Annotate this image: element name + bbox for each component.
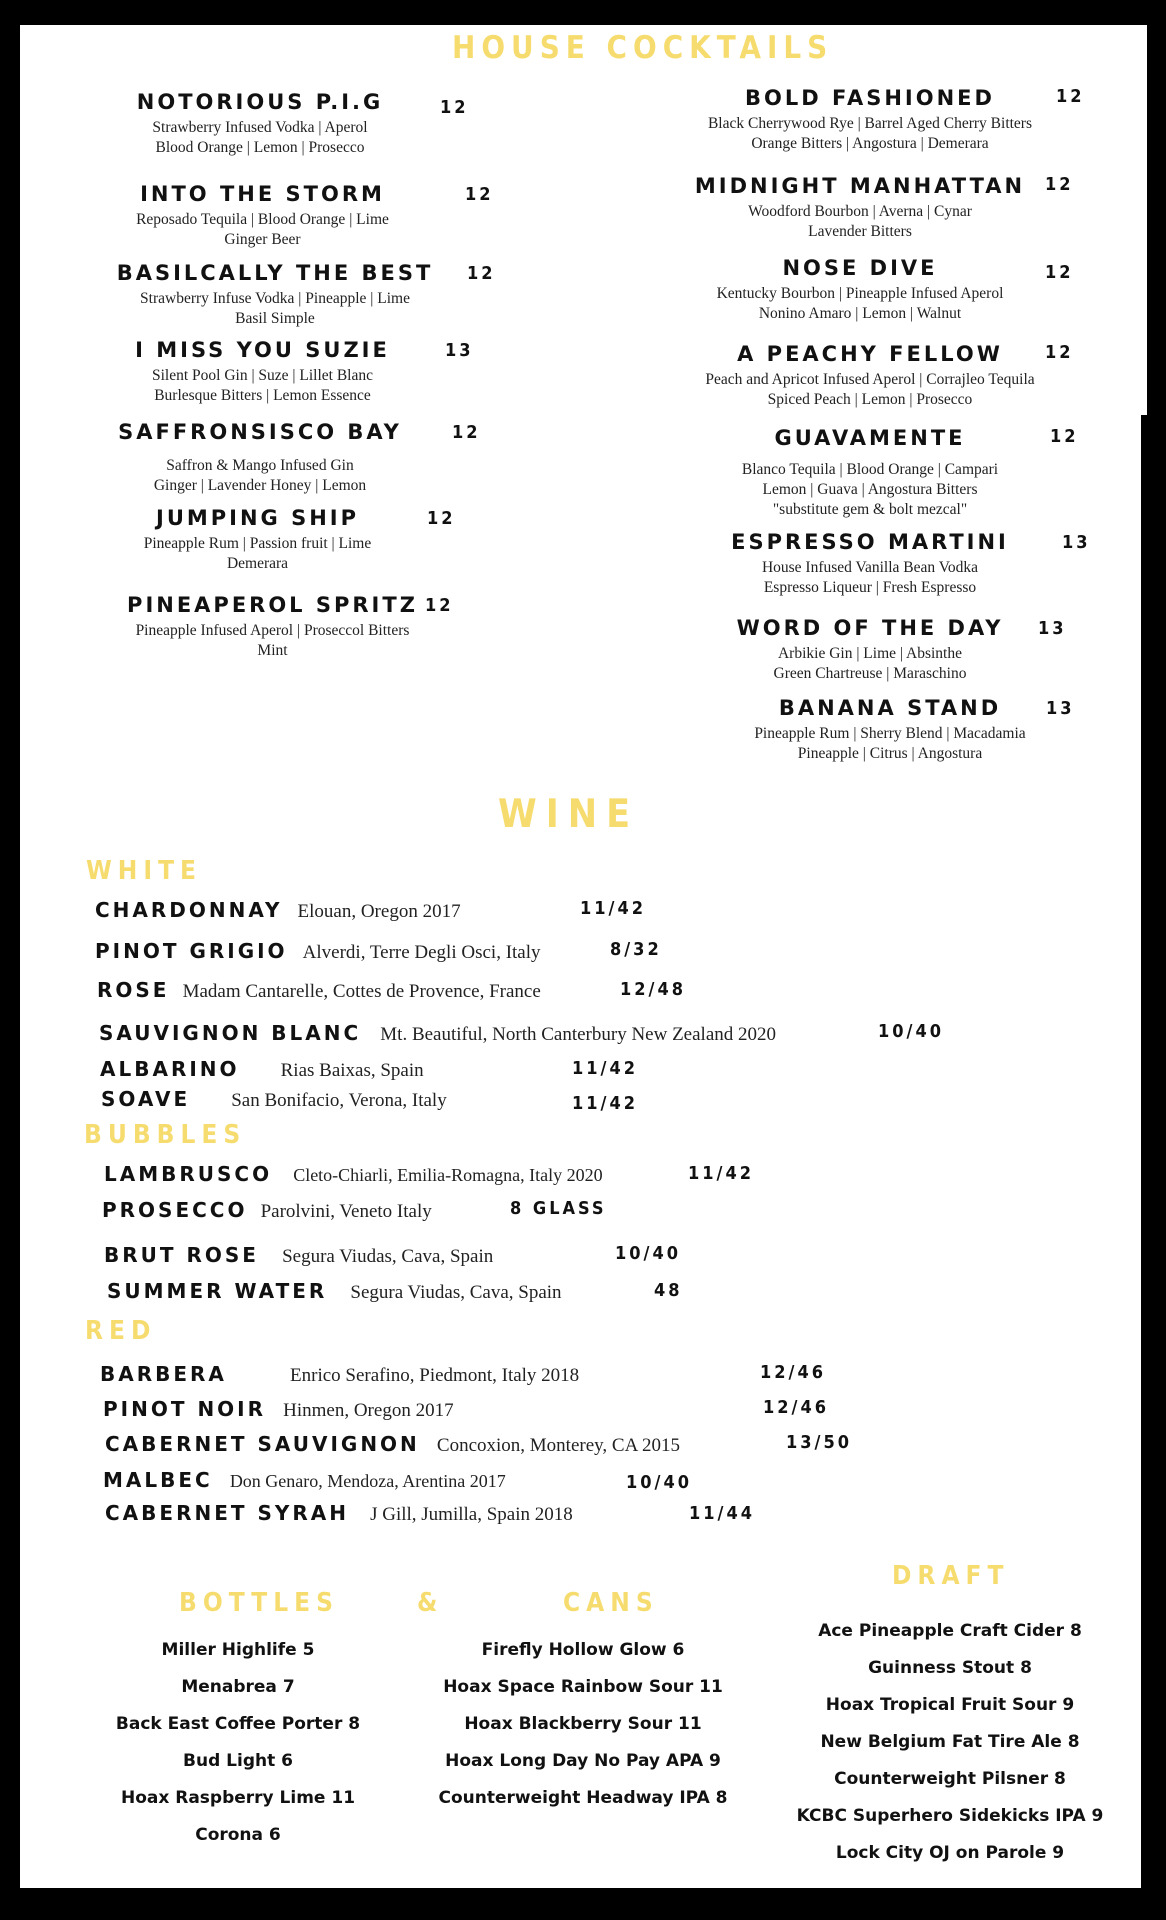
wine-desc: Segura Viudas, Cava, Spain: [350, 1282, 562, 1303]
wine-name: SOAVE: [101, 1087, 191, 1111]
wine-desc: J Gill, Jumilla, Spain 2018: [370, 1504, 573, 1525]
cocktail-desc: Lavender Bitters: [808, 223, 912, 240]
cocktail-item: [100, 593, 445, 661]
list-item: Guinness Stout 8: [868, 1658, 1032, 1678]
wine-name: SAUVIGNON BLANC: [99, 1021, 362, 1045]
cocktail-item: [660, 616, 1080, 684]
cocktail-desc: Saffron & Mango Infused Gin: [166, 457, 354, 474]
wine-desc: Cleto-Chiarli, Emilia-Romagna, Italy 2020: [293, 1165, 603, 1185]
cocktail-desc: Blanco Tequila | Blood Orange | Campari: [741, 461, 999, 478]
cocktail-name: GUAVAMENTE: [774, 426, 966, 450]
wine-name: ALBARINO: [100, 1057, 240, 1081]
wine-price: 12/48: [620, 979, 686, 1000]
cocktail-price: 12: [1056, 86, 1085, 107]
cans-list: [418, 1632, 748, 1817]
list-item: Corona 6: [195, 1825, 281, 1845]
wine-price: 12/46: [763, 1397, 829, 1418]
wine-desc: Enrico Serafino, Piedmont, Italy 2018: [290, 1365, 580, 1386]
cocktail-desc: Pineapple Rum | Sherry Blend | Macadamia: [754, 725, 1026, 742]
cocktail-item: [660, 530, 1080, 598]
cocktail-desc: Lemon | Guava | Angostura Bitters: [762, 481, 978, 498]
wine-row: [95, 898, 461, 923]
wine-name: BRUT ROSE: [104, 1243, 259, 1267]
cocktail-name: BASILCALLY THE BEST: [116, 261, 434, 285]
cocktail-desc: Ginger Beer: [224, 231, 301, 248]
cocktail-price: 13: [445, 340, 474, 361]
wine-desc: Mt. Beautiful, North Canterbury New Zealand 2020: [380, 1024, 776, 1045]
bottles-title: BOTTLES: [179, 1588, 339, 1618]
cocktail-price: 12: [1050, 426, 1079, 447]
wine-price: 13/50: [786, 1432, 852, 1453]
red-title: RED: [85, 1316, 157, 1346]
wine-price: 8 GLASS: [510, 1198, 607, 1219]
cocktail-name: BANANA STAND: [778, 696, 1002, 720]
wine-name: CABERNET SYRAH: [105, 1501, 349, 1525]
cocktail-desc: Reposado Tequila | Blood Orange | Lime: [136, 211, 389, 228]
wine-price: 10/40: [626, 1472, 692, 1493]
cocktail-item: [100, 90, 420, 158]
wine-price: 11/42: [572, 1058, 638, 1079]
cocktail-price: 13: [1038, 618, 1067, 639]
white-title: WHITE: [86, 856, 203, 886]
cocktail-name: NOTORIOUS P.I.G: [136, 90, 384, 114]
wine-name: SUMMER WATER: [107, 1279, 328, 1303]
wine-name: CHARDONNAY: [95, 898, 283, 922]
cocktail-name: INTO THE STORM: [140, 182, 385, 206]
wine-name: MALBEC: [103, 1468, 213, 1492]
wine-title: WINE: [498, 792, 640, 837]
wine-price: 8/32: [610, 939, 662, 960]
cocktail-item: [100, 261, 450, 329]
wine-price: 10/40: [615, 1243, 681, 1264]
cocktail-price: 13: [1046, 698, 1075, 719]
list-item: Firefly Hollow Glow 6: [481, 1640, 685, 1660]
cocktail-item: [660, 174, 1060, 242]
wine-name: PINOT NOIR: [103, 1397, 267, 1421]
cocktail-desc: Silent Pool Gin | Suze | Lillet Blanc: [151, 367, 374, 384]
wine-desc: Concoxion, Monterey, CA 2015: [436, 1435, 681, 1456]
bottles-list: [98, 1632, 378, 1854]
wine-row: [103, 1397, 454, 1422]
cocktail-price: 12: [1045, 342, 1074, 363]
cocktail-desc: Black Cherrywood Rye | Barrel Aged Cherry Bitters: [707, 115, 1033, 132]
wine-name: LAMBRUSCO: [104, 1162, 273, 1186]
cocktail-item: [100, 506, 415, 574]
cocktail-desc: Basil Simple: [235, 310, 315, 327]
cocktail-item: [100, 182, 425, 250]
wine-desc: Elouan, Oregon 2017: [297, 901, 461, 922]
list-item: Back East Coffee Porter 8: [115, 1714, 361, 1734]
cocktails-title: HOUSE COCKTAILS: [452, 30, 834, 66]
cocktail-name: ESPRESSO MARTINI: [731, 530, 1009, 554]
list-item: Ace Pineapple Craft Cider 8: [818, 1621, 1082, 1641]
cocktail-desc: Blood Orange | Lemon | Prosecco: [155, 139, 365, 156]
list-item: Bud Light 6: [183, 1751, 293, 1771]
cocktail-desc: Kentucky Bourbon | Pineapple Infused Aperol: [716, 285, 1004, 302]
cocktail-desc: Nonino Amaro | Lemon | Walnut: [758, 305, 962, 322]
cocktail-item: [660, 426, 1080, 520]
cocktail-desc: Pineapple | Citrus | Angostura: [797, 745, 983, 762]
list-item: New Belgium Fat Tire Ale 8: [820, 1732, 1080, 1752]
cocktail-price: 12: [1045, 174, 1074, 195]
wine-row: [107, 1279, 562, 1304]
list-item: Lock City OJ on Parole 9: [835, 1843, 1065, 1863]
list-item: Hoax Raspberry Lime 11: [120, 1788, 356, 1808]
wine-price: 11/42: [688, 1163, 754, 1184]
cocktail-name: I MISS YOU SUZIE: [135, 338, 390, 362]
cocktail-desc: Strawberry Infuse Vodka | Pineapple | Lime: [140, 290, 410, 307]
cocktail-price: 12: [440, 97, 469, 118]
cocktail-item: [100, 420, 420, 496]
wine-desc: Hinmen, Oregon 2017: [283, 1400, 454, 1421]
cocktail-desc: Peach and Apricot Infused Aperol | Corrajleo Tequila: [705, 371, 1035, 388]
wine-price: 11/44: [689, 1503, 755, 1524]
wine-row: [103, 1468, 506, 1492]
cocktail-name: MIDNIGHT MANHATTAN: [694, 174, 1026, 198]
draft-list: [775, 1613, 1125, 1872]
wine-price: 10/40: [878, 1021, 944, 1042]
cocktail-desc: Demerara: [226, 555, 289, 572]
list-item: Hoax Long Day No Pay APA 9: [445, 1751, 721, 1771]
wine-row: [95, 939, 541, 964]
cocktail-desc: Mint: [257, 642, 288, 659]
cocktail-name: PINEAPEROL SPRITZ: [127, 593, 418, 617]
bubbles-title: BUBBLES: [84, 1120, 247, 1150]
wine-name: PINOT GRIGIO: [95, 939, 288, 963]
list-item: KCBC Superhero Sidekicks IPA 9: [796, 1806, 1104, 1826]
page-edge: [1141, 25, 1147, 415]
cocktail-desc: Pineapple Rum | Passion fruit | Lime: [143, 535, 372, 552]
cocktail-price: 12: [465, 184, 494, 205]
wine-row: [102, 1198, 432, 1223]
draft-title: DRAFT: [892, 1561, 1010, 1591]
cocktail-desc: Strawberry Infused Vodka | Aperol: [152, 119, 368, 136]
list-item: Hoax Blackberry Sour 11: [464, 1714, 702, 1734]
cocktail-desc: Espresso Liqueur | Fresh Espresso: [763, 579, 977, 596]
wine-row: [101, 1087, 447, 1112]
wine-name: BARBERA: [100, 1362, 227, 1386]
cocktail-desc: Arbikie Gin | Lime | Absinthe: [777, 645, 962, 662]
wine-row: [100, 1057, 424, 1082]
wine-desc: Don Genaro, Mendoza, Arentina 2017: [229, 1471, 506, 1491]
cocktail-desc: Green Chartreuse | Maraschino: [773, 665, 967, 682]
cocktail-price: 12: [425, 595, 454, 616]
cocktail-desc: House Infused Vanilla Bean Vodka: [761, 559, 979, 576]
wine-row: [104, 1243, 493, 1268]
cocktail-desc: Spiced Peach | Lemon | Prosecco: [767, 391, 973, 408]
list-item: Counterweight Headway IPA 8: [438, 1788, 728, 1808]
wine-name: PROSECCO: [102, 1198, 248, 1222]
cocktail-item: [660, 86, 1080, 154]
cocktail-desc: Burlesque Bitters | Lemon Essence: [154, 387, 371, 404]
wine-price: 11/42: [580, 898, 646, 919]
cocktail-price: 12: [452, 422, 481, 443]
wine-price: 48: [654, 1280, 683, 1301]
cocktail-name: A PEACHY FELLOW: [737, 342, 1003, 366]
wine-desc: Alverdi, Terre Degli Osci, Italy: [302, 942, 541, 963]
wine-row: [100, 1362, 579, 1387]
cocktail-desc: Pineapple Infused Aperol | Proseccol Bitters: [135, 622, 410, 639]
cocktail-price: 12: [1045, 262, 1074, 283]
wine-name: ROSE: [97, 978, 170, 1002]
cocktail-name: WORD OF THE DAY: [736, 616, 1004, 640]
wine-price: 12/46: [760, 1362, 826, 1383]
cocktail-desc: Ginger | Lavender Honey | Lemon: [153, 477, 367, 494]
wine-row: [104, 1162, 603, 1186]
ampersand: &: [417, 1588, 444, 1618]
wine-row: [97, 978, 541, 1003]
cocktail-name: JUMPING SHIP: [156, 506, 359, 530]
cocktail-item: [100, 338, 425, 406]
wine-row: [105, 1432, 680, 1457]
wine-row: [105, 1501, 573, 1526]
wine-desc: Segura Viudas, Cava, Spain: [282, 1246, 494, 1267]
cocktail-name: SAFFRONSISCO BAY: [118, 420, 402, 444]
cans-title: CANS: [563, 1588, 659, 1618]
list-item: Hoax Tropical Fruit Sour 9: [825, 1695, 1075, 1715]
cocktail-desc: Orange Bitters | Angostura | Demerara: [751, 135, 989, 152]
wine-desc: Rias Baixas, Spain: [280, 1060, 424, 1081]
list-item: Counterweight Pilsner 8: [834, 1769, 1066, 1789]
cocktail-price: 12: [427, 508, 456, 529]
wine-name: CABERNET SAUVIGNON: [105, 1432, 420, 1456]
cocktail-name: NOSE DIVE: [782, 256, 938, 280]
cocktail-price: 13: [1062, 532, 1091, 553]
cocktail-item: [680, 696, 1100, 764]
cocktail-name: BOLD FASHIONED: [745, 86, 995, 110]
cocktail-item: [660, 256, 1060, 324]
wine-row: [99, 1021, 776, 1046]
cocktail-item: [660, 342, 1080, 410]
wine-desc: San Bonifacio, Verona, Italy: [231, 1090, 447, 1111]
wine-price: 11/42: [572, 1093, 638, 1114]
cocktail-price: 12: [467, 263, 496, 284]
wine-desc: Parolvini, Veneto Italy: [260, 1201, 432, 1222]
list-item: Miller Highlife 5: [161, 1640, 315, 1660]
list-item: Menabrea 7: [181, 1677, 295, 1697]
cocktail-desc: "substitute gem & bolt mezcal": [772, 501, 968, 518]
cocktail-desc: Woodford Bourbon | Averna | Cynar: [748, 203, 972, 220]
wine-desc: Madam Cantarelle, Cottes de Provence, France: [182, 981, 541, 1002]
list-item: Hoax Space Rainbow Sour 11: [443, 1677, 723, 1697]
